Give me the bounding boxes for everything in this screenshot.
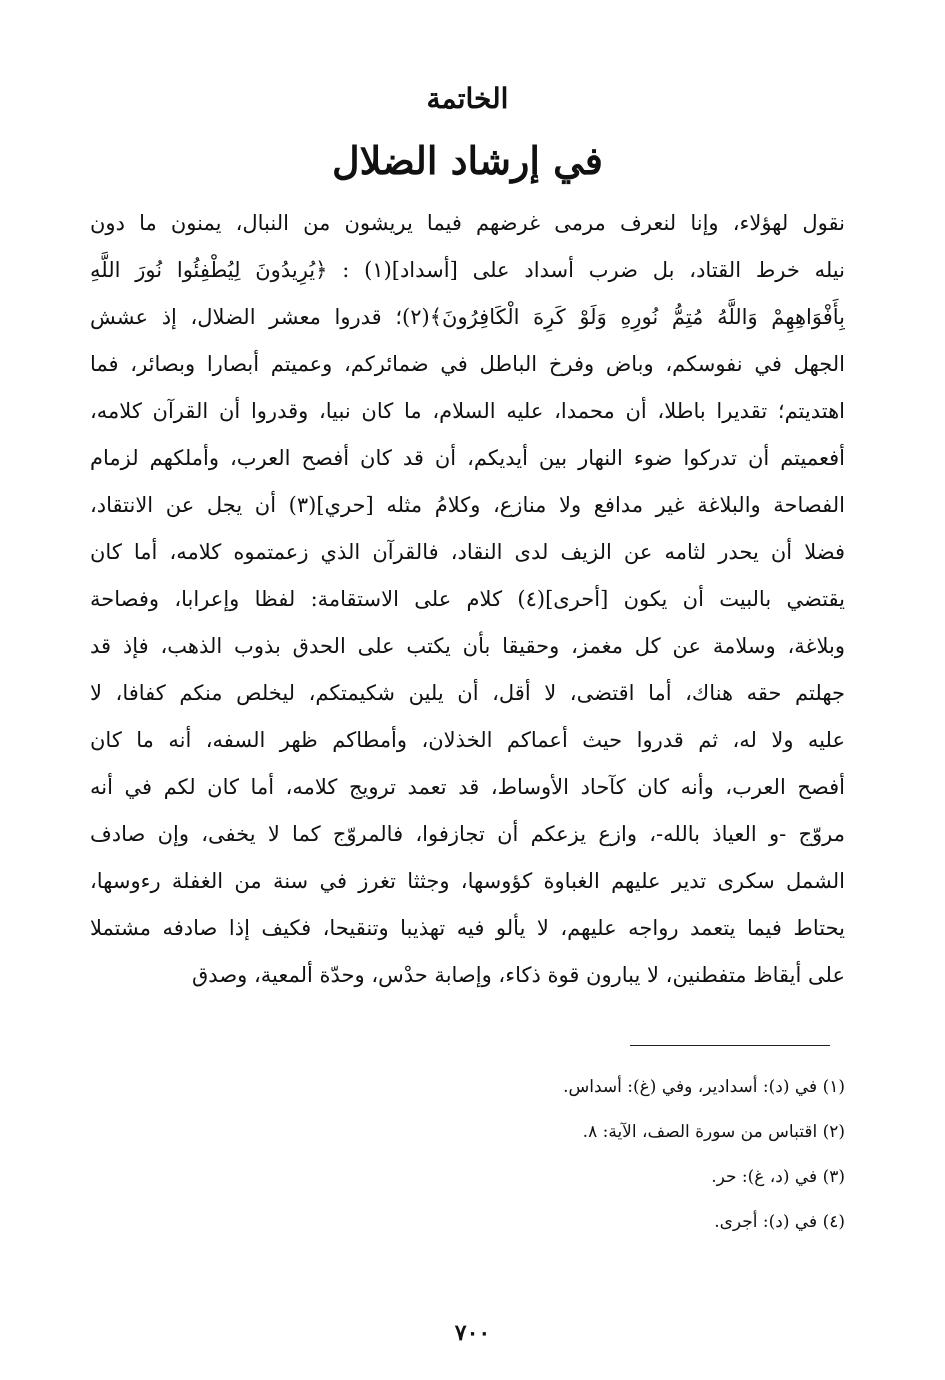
body-line: أفصح العرب، وأنه كان كآحاد الأوساط، قد تعمد ترويج كلامه، أما كان لكم في أنه xyxy=(90,775,845,799)
chapter-title: في إرشاد الضلال xyxy=(332,138,603,183)
body-line: على أيقاظ متفطنين، لا يبارون قوة ذكاء، وإصابة حدْس، وحدّة ألمعية، وصدق xyxy=(192,963,845,987)
footnote: (١) في (د): أسدادير، وفي (غ): أسداس. xyxy=(563,1077,845,1097)
body-line: الفصاحة والبلاغة غير مدافع ولا منازع، وكلامُ مثله [حري](٣) أن يجل عن الانتقاد، xyxy=(90,493,845,517)
body-line: وبلاغة، وسلامة عن كل مغمز، وحقيقا بأن يكتب على الحدق بذوب الذهب، فإذ قد xyxy=(90,634,845,658)
body-text xyxy=(90,200,845,999)
body-line: يقتضي بالبيت أن يكون [أحرى](٤) كلام على الاستقامة: لفظا وإعرابا، وفصاحة xyxy=(90,587,845,611)
body-line: يحتاط فيما يتعمد رواجه عليهم، لا يألو فيه تهذيبا وتنقيحا، فكيف إذا صادفه مشتملا xyxy=(90,916,845,940)
body-line: عليه ولا له، ثم قدروا حيث أعماكم الخذلان، وأمطاكم ظهر السفه، أنه ما كان xyxy=(90,728,845,752)
footnote: (٤) في (د): أجرى. xyxy=(714,1212,845,1232)
body-line: نقول لهؤلاء، وإنا لنعرف مرمى غرضهم فيما يريشون من النبال، يمنون ما دون xyxy=(90,211,845,235)
body-line: فضلا أن يحدر لثامه عن الزيف لدى النقاد، فالقرآن الذي زعمتموه كلامه، أما كان xyxy=(90,540,845,564)
body-line: نيله خرط القتاد، بل ضرب أسداد على [أسداد](١) : ﴿يُرِيدُونَ لِيُطْفِئُوا نُورَ اللَّهِ xyxy=(90,258,845,282)
footnote: (٣) في (د، غ): حر. xyxy=(711,1167,845,1187)
body-line: الشمل سكرى تدير عليهم الغباوة كؤوسها، وجثثا تغرز في سنة من الغفلة رءوسها، xyxy=(90,869,845,893)
page-number: ٧٠٠ xyxy=(454,1320,491,1346)
body-line: مروّج -و العياذ بالله-، وازع يزعكم أن تجازفوا، فالمروّج كما لا يخفى، وإن صادف xyxy=(90,822,845,846)
body-line: أفعميتم أن تدركوا ضوء النهار بين أيديكم، أن قد كان أفصح العرب، وأملكهم لزمام xyxy=(90,446,845,470)
footnotes xyxy=(90,1070,845,1250)
chapter-label: الخاتمة xyxy=(426,82,509,115)
body-line: اهتديتم؛ تقديرا باطلا، أن محمدا، عليه السلام، ما كان نبيا، وقدروا أن القرآن كلامه، xyxy=(90,399,845,423)
footnote-divider xyxy=(630,1045,830,1046)
body-line: جهلتم حقه هناك، أما اقتضى، لا أقل، أن يلين شكيمتكم، ليخلص منكم كفافا، لا xyxy=(90,681,845,705)
footnote: (٢) اقتباس من سورة الصف، الآية: ٨. xyxy=(582,1122,845,1142)
body-line: الجهل في نفوسكم، وباض وفرخ الباطل في ضمائركم، وعميتم أبصارا وبصائر، فما xyxy=(90,352,845,376)
body-line: بِأَفْوَاهِهِمْ وَاللَّهُ مُتِمُّ نُورِهِ وَلَوْ كَرِهَ الْكَافِرُونَ﴾(٢)؛ قدروا معشر الضلال، إذ عشش xyxy=(90,305,845,329)
